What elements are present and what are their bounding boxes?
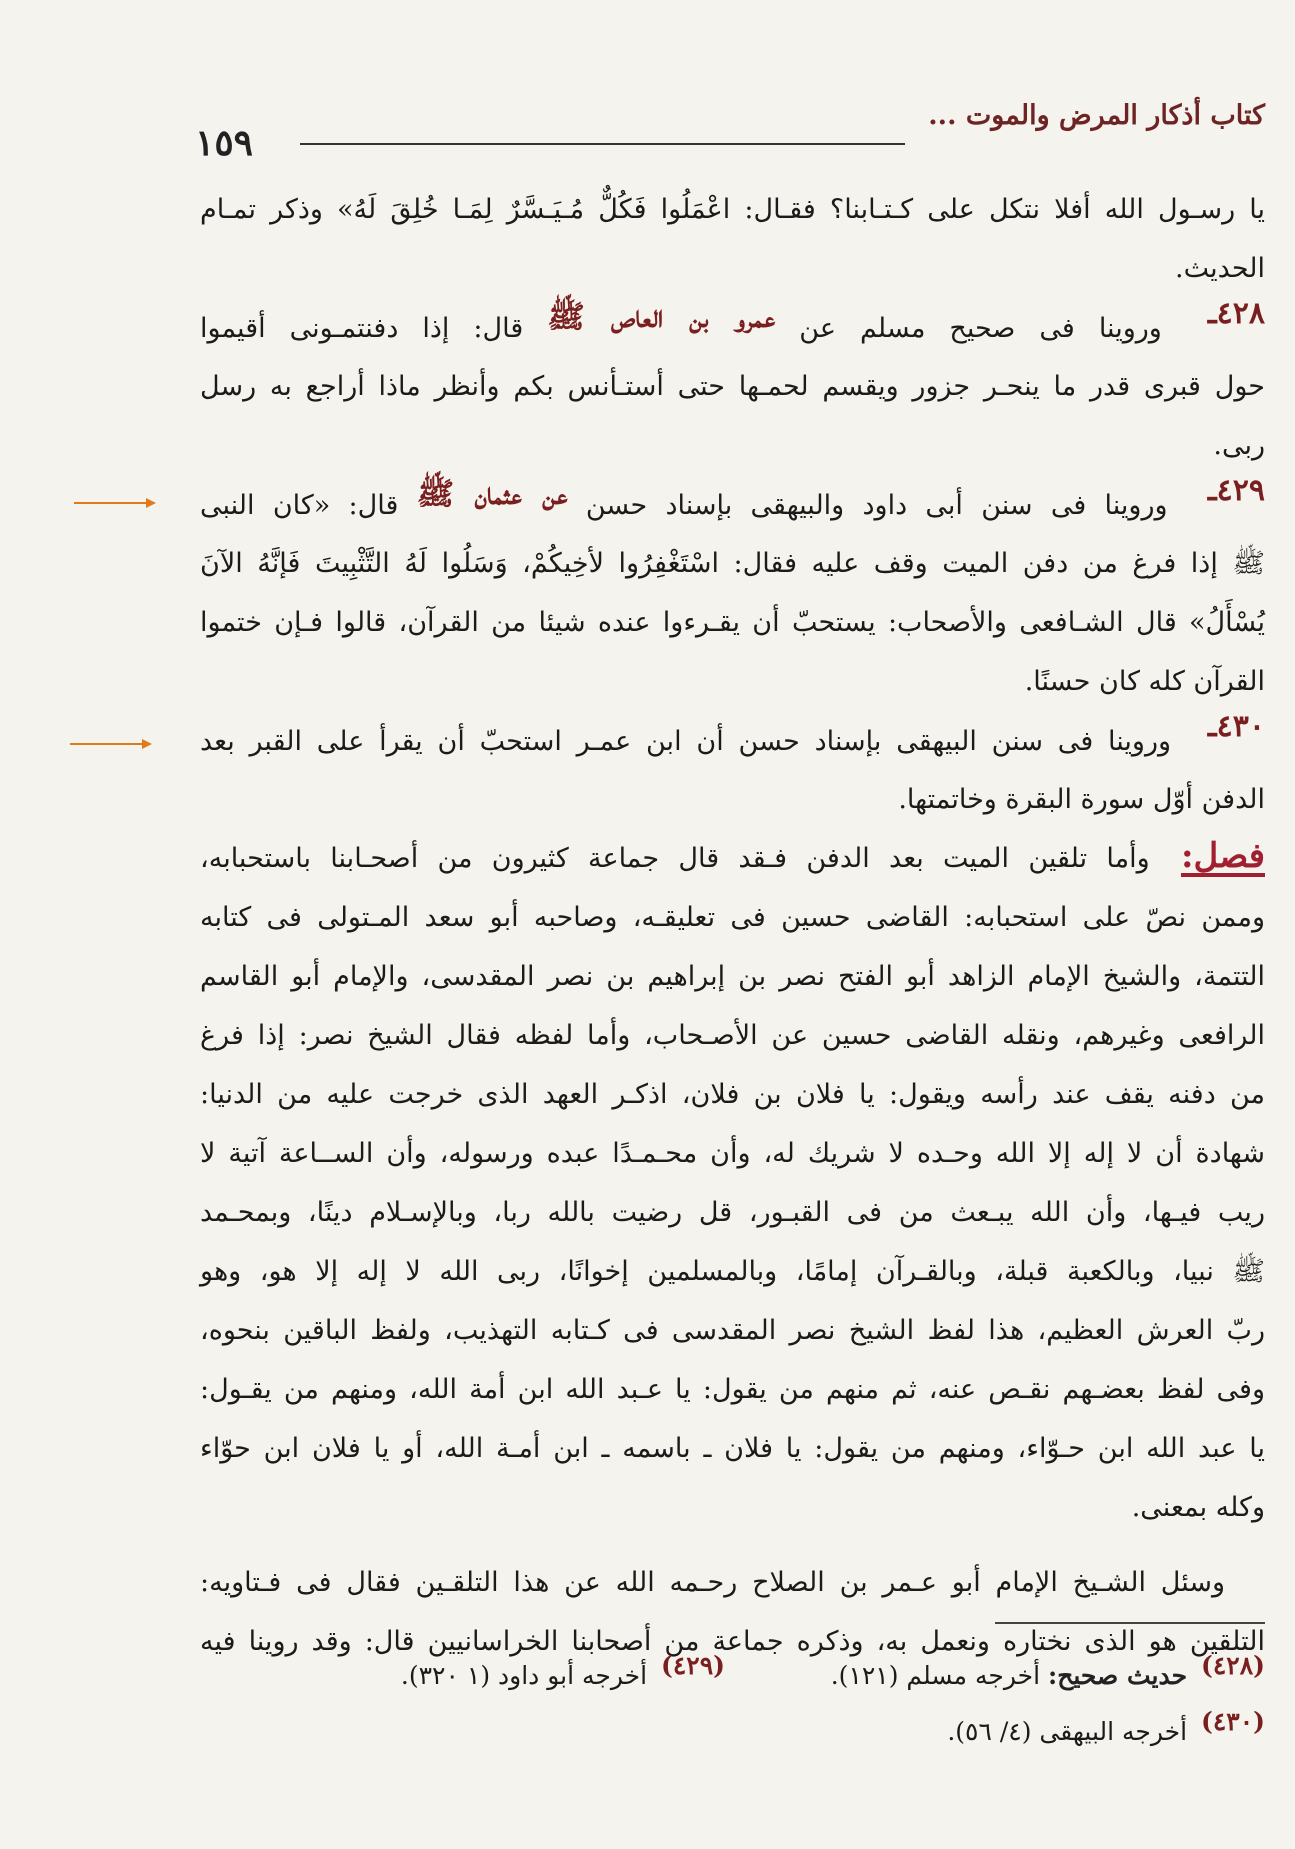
text-line: يا رسـول الله أفلا نتكل على كـتـابنا؟ فقـال: اعْمَلُوا فَكُلٌّ مُـيَـسَّرٌ لِمَـا خُلِقَ لَهُ» وذكر تمـام xyxy=(200,194,1265,225)
text-line: وممن نصّ على استحبابه: القاضى حسين فى تعليقـه، وصاحبه أبو سعد المـتولى فى كتابه xyxy=(200,902,1265,933)
text-line: حول قبرى قدر ما ينحـر جزور ويقسم لحمـها حتى أستـأنس بكم وأنظر ماذا أراجع به رسل xyxy=(200,371,1265,402)
footnote-number: (٤٣٠) xyxy=(1201,1707,1265,1736)
header-rule xyxy=(300,143,905,145)
hadith-428 xyxy=(200,298,1265,357)
text-line: القرآن كله كان حسنًا. xyxy=(1024,666,1265,697)
text-line: وفى لفظ بعضـهم نقـص عنه، ثم منهم من يقول: يا عـبد الله ابن أمة الله، ومنهم من يقـول: xyxy=(200,1374,1265,1405)
text-line: ﷺ إذا فرغ من دفن الميت وقف عليه فقال: اسْتَغْفِرُوا لأخِيكُمْ، وَسَلُوا لَهُ التَّثْبِيتَ فَإنَّهُ الآنَ xyxy=(200,548,1265,579)
text-line: الرافعى وغيرهم، ونقله القاضى حسين عن الأصـحاب، وأما لفظه فقال الشيخ نصر: إذا فرغ xyxy=(200,1020,1265,1051)
text-line: ﷺ نبيا، وبالكعبة قبلة، وبالقـرآن إمامًا، وبالمسلمين إخوانًا، ربى الله لا إله إلا هو، وهو xyxy=(200,1256,1265,1287)
footnotes xyxy=(200,1648,1265,1760)
footnote-text: أخرجه مسلم (١٢١). xyxy=(830,1661,1041,1690)
narrator-name: عمرو بن العاص ﷺ xyxy=(547,299,776,335)
hadith-text: قال: «كان النبى xyxy=(200,490,399,521)
text-line: وسئل الشـيخ الإمام أبو عـمر بن الصلاح رحـمه الله عن هذا التلقـين فقال فى فـتاويه: xyxy=(200,1567,1225,1598)
text-line: ريب فيـها، وأن الله يبـعث من فى القبـور، قل رضيت بالله ربا، وبالإسـلام دينًا، وبمحـمد xyxy=(200,1197,1265,1228)
footnote-row xyxy=(200,1648,1265,1704)
hadith-text: وروينا فى صحيح مسلم عن xyxy=(799,313,1162,344)
footnote-number: (٤٢٩) xyxy=(661,1651,725,1680)
running-title: كتاب أذكار المرض والموت ... xyxy=(928,100,1265,131)
text-line: التتمة، والشيخ الإمام الزاهد أبو الفتح نصر بن إبراهيم بن نصر المقدسى، والإمام أبو القاسم xyxy=(200,961,1265,992)
text-line: يا عبد الله ابن حـوّاء، ومنهم من يقول: يا فلان ـ باسمه ـ ابن أمـة الله، أو يا فلان ابن حوّاء xyxy=(200,1433,1265,1464)
footnote-text: أخرجه أبو داود (١ ٣٢٠). xyxy=(400,1661,648,1690)
annotation-arrow-icon xyxy=(74,495,156,511)
annotation-arrow-icon xyxy=(70,736,152,752)
hadith-429 xyxy=(200,475,1265,534)
footnote-428 xyxy=(831,1648,1265,1704)
text-line: التلقين هو الذى نختاره ونعمل به، وذكره جماعة من أصحابنا الخراسانيين قال: وقد روينا فيه xyxy=(200,1626,1265,1657)
footnote-label: حديث صحيح: xyxy=(1048,1661,1188,1690)
text-line: يُسْأَلُ» قال الشـافعى والأصحاب: يستحبّ أن يقـرءوا عنده شيئا من القرآن، قالوا فـإن ختموا xyxy=(200,607,1265,638)
hadith-text: وروينا فى سنن أبى داود والبيهقى بإسناد حسن xyxy=(585,490,1168,521)
page-header xyxy=(195,100,1265,164)
footnote-430 xyxy=(947,1704,1265,1760)
text-line: شهادة أن لا إله إلا الله وحـده لا شريك له، وأن محـمـدًا عبده ورسوله، وأن الســاعة آتية لا xyxy=(200,1138,1265,1169)
hadith-number: ٤٢٩ـ xyxy=(1207,473,1265,508)
hadith-text: وروينا فى سنن البيهقى بإسناد حسن أن ابن عمـر استحبّ أن يقرأ على القبر بعد xyxy=(200,726,1172,757)
page-number: ١٥٩ xyxy=(195,122,254,164)
footnote-text: أخرجه البيهقى (٤/ ٥٦). xyxy=(947,1717,1188,1746)
text-line: وكله بمعنى. xyxy=(1131,1492,1265,1523)
main-text xyxy=(200,180,1265,1671)
footnote-number: (٤٢٨) xyxy=(1201,1651,1265,1680)
hadith-number: ٤٢٨ـ xyxy=(1207,296,1265,331)
text-line: الدفن أوّل سورة البقرة وخاتمتها. xyxy=(898,784,1265,815)
footnote-rule xyxy=(995,1622,1265,1624)
hadith-430 xyxy=(200,711,1265,770)
text-line: ربى. xyxy=(1213,430,1265,461)
hadith-text: قال: إذا دفنتمـونى أقيموا xyxy=(200,313,524,344)
footnote-row xyxy=(200,1704,1265,1760)
section-heading: فصل: xyxy=(1180,836,1265,876)
text-line: من دفنه يقف عند رأسه ويقول: يا فلان بن فلان، اذكـر العهد الذى خرجت عليه من الدنيا: xyxy=(200,1079,1265,1110)
fasl-line xyxy=(200,829,1265,888)
narrator-name: عن عثمان ﷺ xyxy=(416,476,568,512)
text-line: الحديث. xyxy=(1175,253,1265,284)
section-text: وأما تلقين الميت بعد الدفن فـقد قال جماعة كثيرون من أصحـابنا باستحبابه، xyxy=(200,843,1150,874)
footnote-429 xyxy=(401,1648,725,1704)
hadith-number: ٤٣٠ـ xyxy=(1207,709,1265,744)
text-line: ربّ العرش العظيم، هذا لفظ الشيخ نصر المقدسى فى كـتابه التهذيب، ولفظ الباقين بنحوه، xyxy=(200,1315,1265,1346)
